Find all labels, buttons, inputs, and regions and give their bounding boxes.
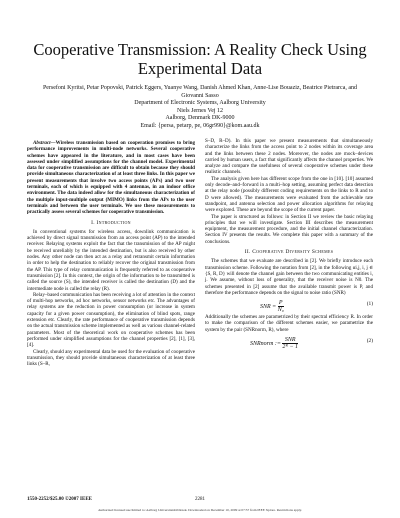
equation-1-expression (260, 300, 284, 314)
abstract (27, 140, 195, 216)
equation-1-number: (1) (366, 301, 373, 308)
abstract-text: Wireless transmission based on cooperation promises to bring performance improvements in multi-node networks. Several cooperative schemes have appeared in the literature, and in most cases have been assessed under simplified assumptions for the channel model. Experimental data for cooperative transmission are difficult to obtain because they should provide simultaneous characterization of at least three links. In this paper we present measurements that involve two access points (APs) and two user terminals, each of which is equipped with 4 antennas, in an indoor office environment. The data indeed allow for the simultaneous characterization of the multiple input-multiple output (MIMO) links from the APs to the user terminals and between the user terminals. We use these measurements to practically assess several schemes for cooperative transmission. (27, 140, 195, 216)
left-column (27, 140, 195, 367)
body-paragraph-5: Additionally the schemes are parametrized by their spectral efficiency R. In order to make the comparison of the different schemes easier, we parametrize the system by the pair (SNRnorm, R), where (205, 314, 373, 333)
license-notice: Authorized licensed use limited to: Aalborg Universitetsbibliotek. Downloaded on December 10, 2009 at 07:57 from IEEE Xplore. Restrictions apply. (98, 508, 302, 512)
equation-2 (205, 335, 373, 349)
equation-2-expression (250, 337, 298, 351)
equation-1-numerator: P (278, 300, 283, 307)
intro-paragraph-1: In conventional systems for wireless access, downlink communication is achieved by direct signal transmission from an access point (AP) to the intended receiver. Relaying systems exploit the fact that the transmission of the AP might be received unreliably by the intended destination, but is also received by other nodes. Any other node can then act as a relay and retransmit certain information in order to help the destination to reliably recover the original transmission from the AP. This type of relay communication is frequently referred to as cooperative transmission [2]. In this context, the origin of the information to be transmitted is called the source (S), the intended receiver is called the destination (D) and the intermediate node is called the relay (R). (27, 228, 195, 292)
intro-paragraph-3: Clearly, should any experimental data be used for the evaluation of cooperative transmission, they should provide simultaneous characterization of at least three links (S–R, (27, 348, 195, 368)
email-line: Email: {persa, petarp, pe, 06gr990}@kom.aau.dk (140, 122, 260, 129)
equation-2-lhs: SNRnorm := (250, 341, 281, 348)
abstract-label: Abstract— (33, 140, 56, 146)
page-number: 2281 (195, 497, 205, 502)
equation-1-lhs: SNR = (260, 304, 277, 311)
equation-2-number: (2) (366, 338, 373, 345)
equation-1-denominator: N₀ (277, 307, 284, 314)
equation-2-fraction (282, 337, 298, 351)
address-line-1: Niels Jernes Vej 12 (176, 107, 224, 114)
copyright-code: 1550-2252/$25.00 ©2007 IEEE (27, 497, 92, 502)
body-paragraph-2: The analysis given here has different scope from the one in [10]. [10] assumed only decode–and–forward in a multi–hop setting, assuming perfect data detection at the relay node (possibly different coding requirements on the links to R and to D were allowed). The measurements were evaluated from the achievable rate standpoint, and antenna selection and power allocation algorithms for relaying were explored. These are beyond the scope of the current paper. (205, 175, 373, 214)
body-paragraph-1: S–D, R–D). In this paper we present measurements that simultaneously characterize the links from the access point to 2 nodes within its coverage area and the links between these 2 nodes. Moreover, the nodes are mock–devices carried by human users, a fact that significantly affects the channel properties. We analyze and compare the usefulness of several cooperative schemes under these realistic channels. (205, 138, 373, 176)
body-paragraph-4: The schemes that we evaluate are described in [2]. We briefly introduce each transmission scheme. Following the notation from [2], in the following αi,j, i, j ∈ {S, R, D} will denote the channel gain between the two communicating entities i, j. We assume, without loss of generality, that the receiver noise is N0. The schemes presented in [2] assume that the available transmit power is P, and therefore the performance depends on the signal to noise ratio (SNR) (205, 258, 373, 296)
section-heading-schemes: II. Cooperative Diversity Schemes (244, 249, 334, 256)
author-list: Persefoni Kyritsi, Petar Popovski, Patrick Eggers, Yuanye Wang, Danish Ahmed Khan, Anne-Lise Bouaziz, Beatrice Pietrarca, and Giovanni Sasso (42, 85, 358, 99)
equation-1 (205, 298, 373, 312)
affiliation: Department of Electronic Systems, Aalborg University (134, 100, 266, 107)
body-paragraph-3: The paper is structured as follows: in Section II we review the basic relaying principles that we will investigate. Section III describes the measurement equipment, the measurement procedure, and the initial channel characterization. Section IV presents the results. We complete this paper with a summary of the conclusions. (205, 213, 373, 245)
equation-2-numerator: SNR (282, 337, 298, 344)
right-column (205, 138, 373, 351)
equation-2-denominator: 2ᴿ − 1 (282, 344, 299, 351)
author-block (40, 85, 360, 131)
intro-paragraph-2: Relay–based communication has been receiving a lot of attention in the context of multi-hop networks, ad hoc networks, sensor networks etc. The advantages of relay systems are the reduction in power consumption (or increase in system capacity for a given power consumption), the elimination of blind spots, range extension etc. Clearly, the rate performance of cooperative transmission depends on the actual transmission scheme implemented as well as various channel-related parameters. Most of the theoretical work on cooperative schemes has been performed under simplified assumptions for the channel properties [2], [1], [3], [4]. (27, 291, 195, 349)
paper-title: Cooperative Transmission: A Reality Check Using Experimental Data (33, 40, 367, 78)
section-heading-introduction: I. Introduction (91, 219, 131, 226)
address-line-2: Aalborg, Denmark DK-9000 (165, 115, 235, 122)
equation-1-fraction (278, 300, 284, 314)
